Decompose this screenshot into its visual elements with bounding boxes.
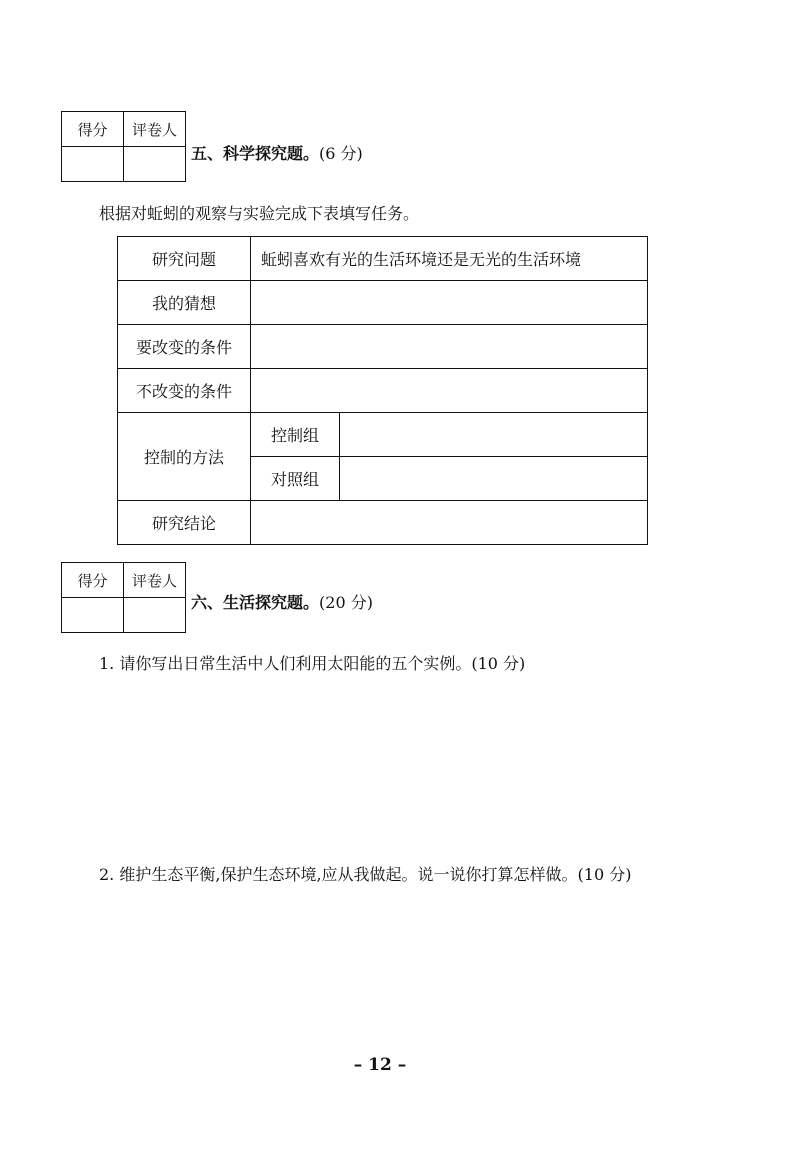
- grader-cell[interactable]: [124, 598, 186, 633]
- table-row: [118, 325, 648, 369]
- table-row: [118, 237, 648, 281]
- table-row: [118, 281, 648, 325]
- section6-heading: [191, 590, 373, 613]
- research-question-value: 蚯蚓喜欢有光的生活环境还是无光的生活环境: [251, 237, 648, 281]
- grader-label: 评卷人: [124, 112, 186, 147]
- control-method-label: 控制的方法: [118, 413, 251, 501]
- nochange-condition-label: 不改变的条件: [118, 369, 251, 413]
- table-row: [118, 501, 648, 545]
- change-condition-answer-cell[interactable]: [251, 325, 648, 369]
- score-cell[interactable]: [62, 598, 124, 633]
- nochange-condition-answer-cell[interactable]: [251, 369, 648, 413]
- research-question-label: 研究问题: [118, 237, 251, 281]
- section6-points: (20 分): [319, 593, 373, 612]
- grader-label: 评卷人: [124, 563, 186, 598]
- conclusion-answer-cell[interactable]: [251, 501, 648, 545]
- section5-heading: [191, 141, 363, 164]
- guess-answer-cell[interactable]: [251, 281, 648, 325]
- page-number: – 12 –: [353, 1055, 407, 1075]
- conclusion-label: 研究结论: [118, 501, 251, 545]
- compare-group-label: 对照组: [251, 457, 340, 501]
- table-row: [118, 369, 648, 413]
- table-row: [118, 413, 648, 457]
- question-1: 1. 请你写出日常生活中人们利用太阳能的五个实例。(10 分): [99, 654, 526, 673]
- grader-cell[interactable]: [124, 147, 186, 182]
- score-box-section5: [61, 111, 186, 182]
- section5-instruction: 根据对蚯蚓的观察与实验完成下表填写任务。: [99, 204, 420, 223]
- section5-title: 五、科学探究题。: [191, 144, 320, 163]
- score-label: 得分: [62, 563, 124, 598]
- section5-points: (6 分): [319, 144, 363, 163]
- control-group-answer-cell[interactable]: [340, 413, 648, 457]
- experiment-table: [117, 236, 648, 545]
- score-box-section6: [61, 562, 186, 633]
- control-group-label: 控制组: [251, 413, 340, 457]
- compare-group-answer-cell[interactable]: [340, 457, 648, 501]
- question-2: 2. 维护生态平衡,保护生态环境,应从我做起。说一说你打算怎样做。(10 分): [99, 865, 632, 884]
- score-cell[interactable]: [62, 147, 124, 182]
- change-condition-label: 要改变的条件: [118, 325, 251, 369]
- guess-label: 我的猜想: [118, 281, 251, 325]
- section6-title: 六、生活探究题。: [191, 593, 320, 612]
- score-label: 得分: [62, 112, 124, 147]
